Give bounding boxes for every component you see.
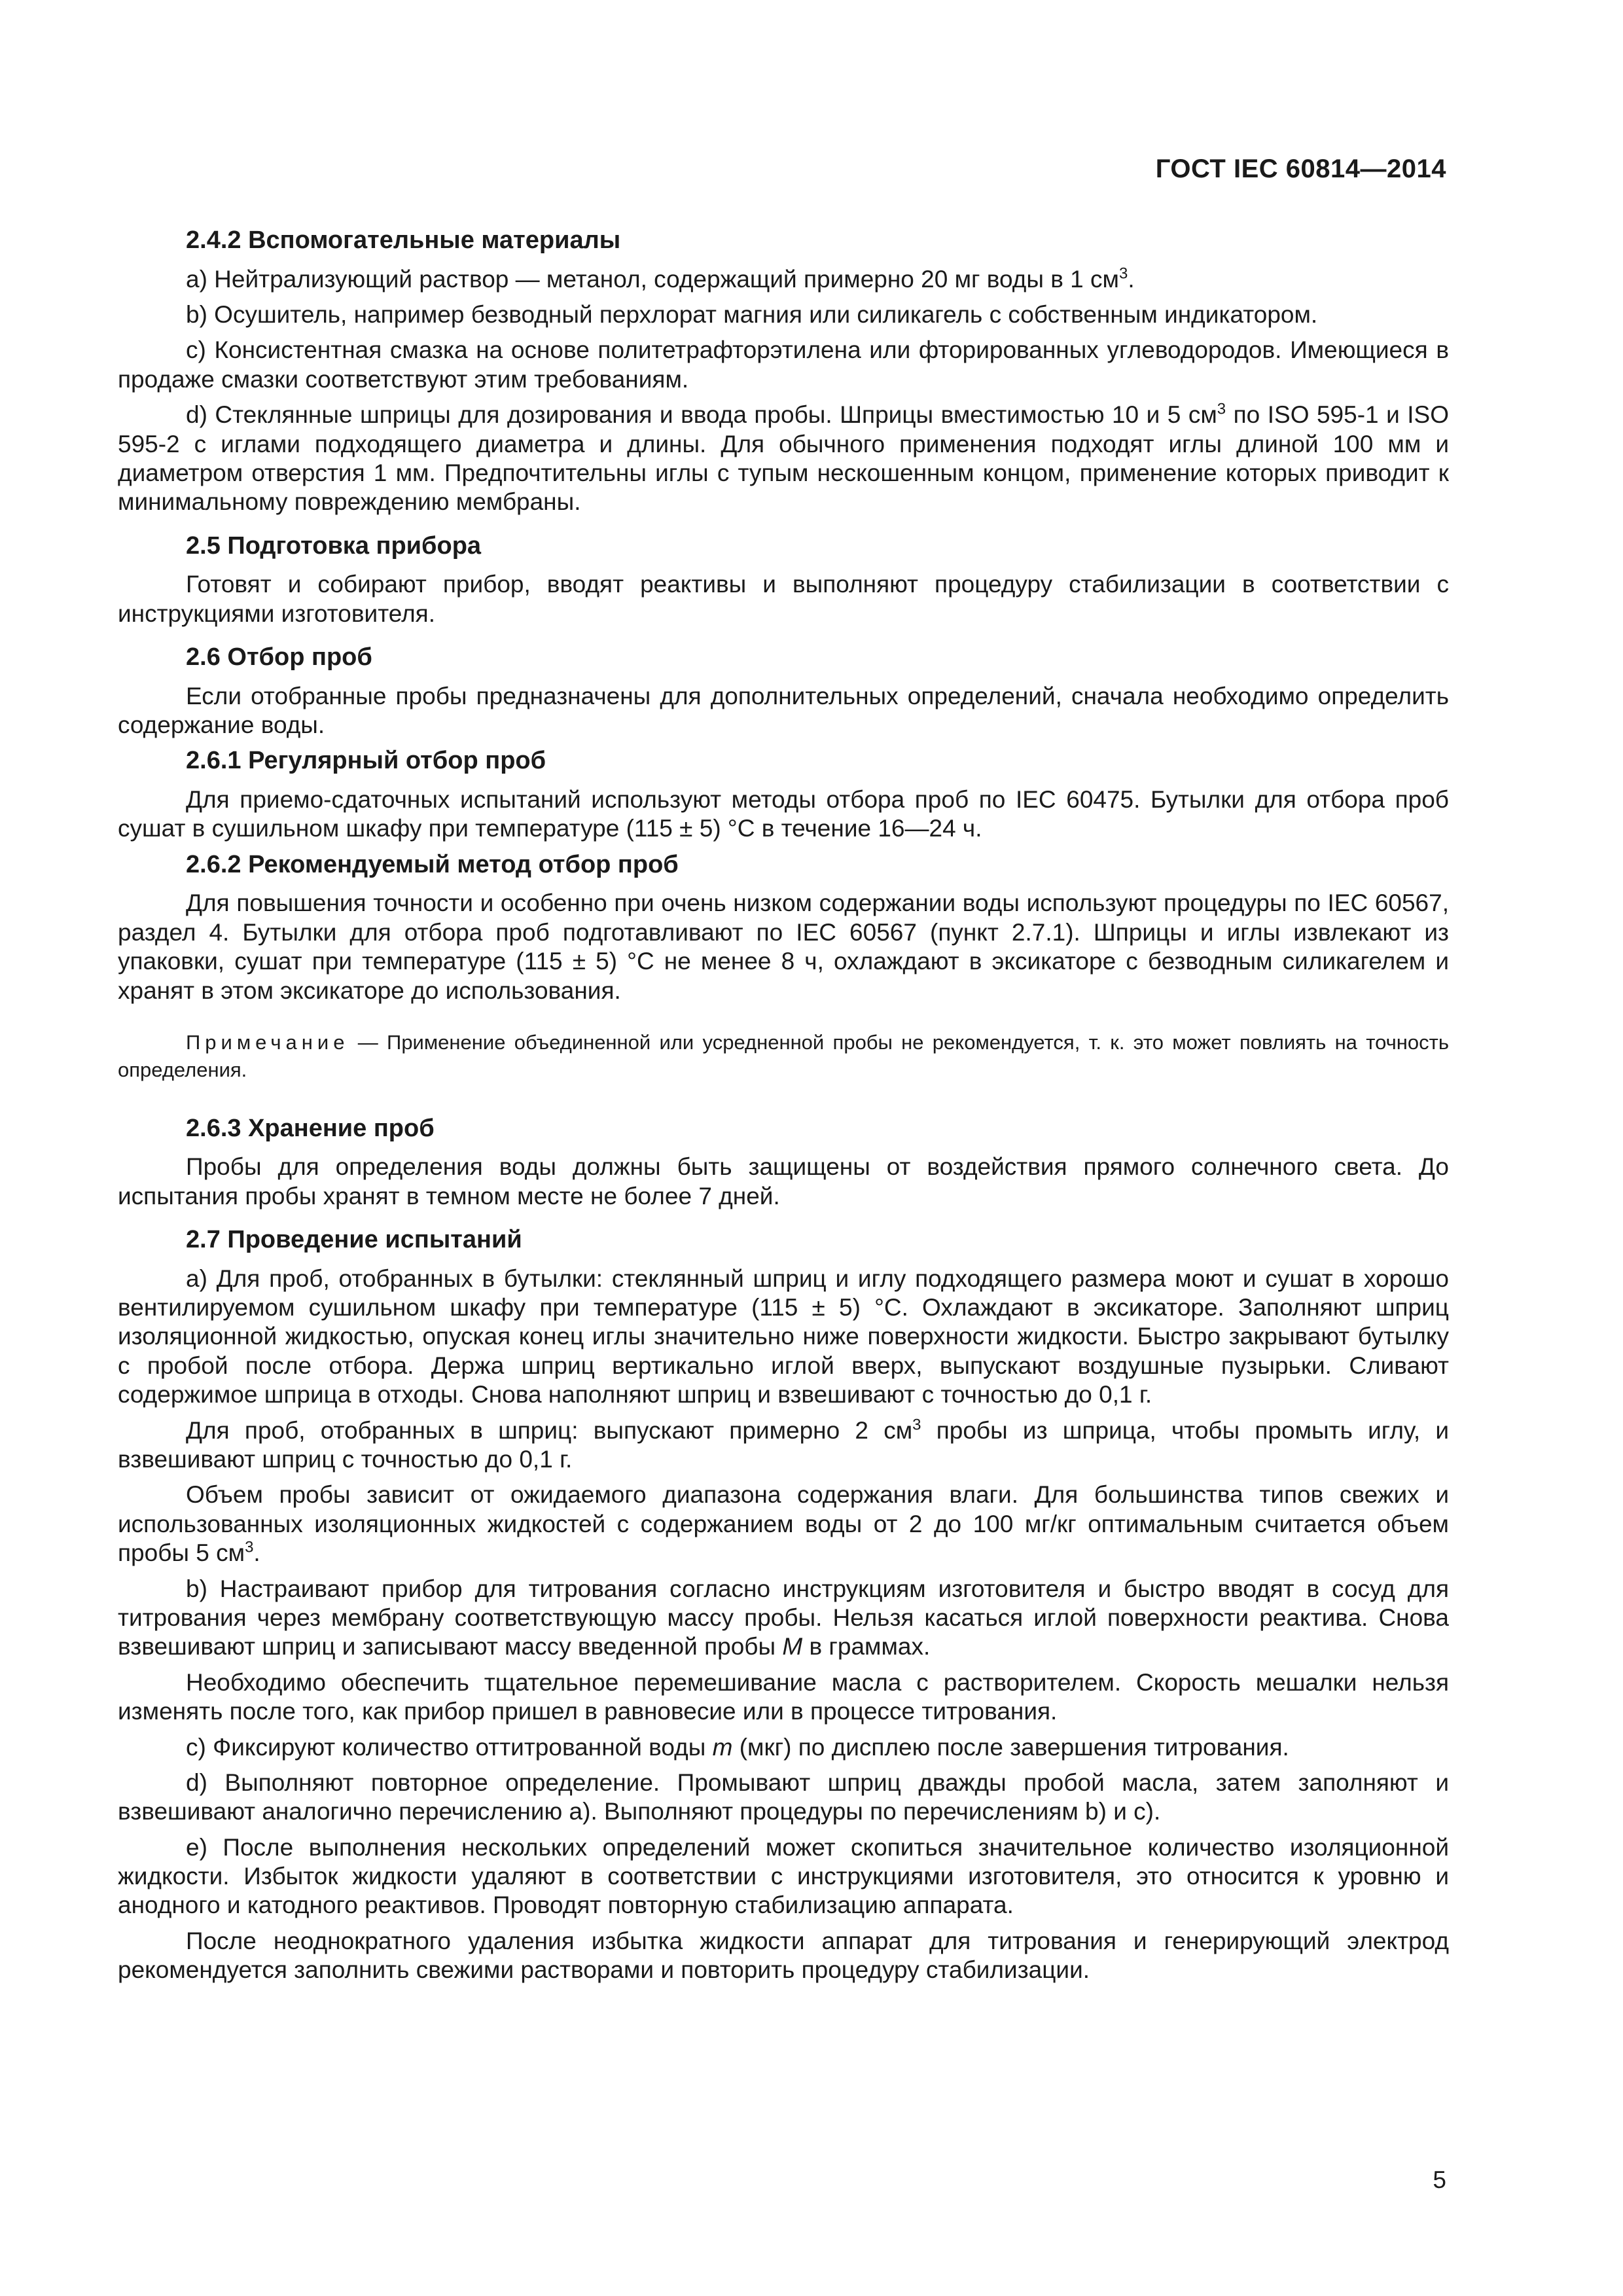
paragraph-2-7-mixing: Необходимо обеспечить тщательное перемешивание масла с растворителем. Скорость мешалки нельзя изменять после того, как прибор пришел в равновесие или в процессе титрования. <box>118 1668 1449 1725</box>
paragraph-2-7-c: с) Фиксируют количество оттитрованной воды m (мкг) по дисплею после завершения титрования. <box>186 1733 1289 1761</box>
paragraph-2-7-d: d) Выполняют повторное определение. Промывают шприц дважды пробой масла, затем заполняют и взвешивают аналогично перечислению а). Выполняют процедуры по перечислениям b) и с). <box>118 1768 1449 1825</box>
section-heading-2-6: 2.6 Отбор проб <box>186 643 372 672</box>
note-text: — Применение объединенной или усредненной пробы не рекомендуется, т. к. это может повлиять на точность определения. <box>118 1031 1449 1081</box>
section-heading-2-4-2: 2.4.2 Вспомогательные материалы <box>186 226 621 254</box>
note-label: Примечание <box>186 1031 349 1054</box>
paragraph-2-7-e: е) После выполнения нескольких определений может скопиться значительное количество изоляционной жидкости. Избыток жидкости удаляют в соответствии с инструкциями изготовителя, это относится к уровню и анодного и катодного реактивов. Проводят повторную стабилизацию аппарата. <box>118 1833 1449 1919</box>
paragraph-2-6-2: Для повышения точности и особенно при очень низком содержании воды используют процедуры по IEC 60567, раздел 4. Бутылки для отбора проб подготавливают по IEC 60567 (пункт 2.7.1). Шприцы и иглы извлекают из упаковки, сушат при температуре (115 ± 5) °С не менее 8 ч, охлаждают в эксикаторе с безводным силикагелем и хранят в этом эксикаторе до использования. <box>118 889 1449 1004</box>
paragraph-2-6: Если отобранные пробы предназначены для дополнительных определений, сначала необходимо определить содержание воды. <box>118 682 1449 739</box>
paragraph-2-5: Готовят и собирают прибор, вводят реактивы и выполняют процедуру стабилизации в соответствии с инструкциями изготовителя. <box>118 571 1449 627</box>
paragraph-2-7-a: а) Для проб, отобранных в бутылки: стеклянный шприц и иглу подходящего размера моют и сушат в хорошо вентилируемом сушильном шкафу при температуре (115 ± 5) °С. Охлаждают в эксикаторе. Заполняют шприц изоляционной жидкостью, опуская конец иглы значительно ниже поверхности жидкости. Быстро закрывают бутылку с пробой после отбора. Держа шприц вертикально иглой вверх, выпускают воздушные пузырьки. Сливают содержимое шприца в отходы. Снова наполняют шприц и взвешивают с точностью до 0,1 г. <box>118 1265 1449 1408</box>
paragraph-2-4-2-a: а) Нейтрализующий раствор — метанол, содержащий примерно 20 мг воды в 1 $см^3$. <box>186 264 1135 293</box>
section-heading-2-5: 2.5 Подготовка прибора <box>186 531 482 560</box>
page-number: 5 <box>1433 2166 1446 2193</box>
paragraph-2-4-2-b: b) Осушитель, например безводный перхлорат магния или силикагель с собственным индикатором. <box>186 300 1318 328</box>
document-body <box>118 226 1449 1992</box>
paragraph-2-6-3: Пробы для определения воды должны быть защищены от воздействия прямого солнечного света. До испытания пробы хранят в темном месте не более 7 дней. <box>118 1153 1449 1210</box>
paragraph-2-7-syringe: Для проб, отобранных в шприц: выпускают примерно 2 $см^3$ пробы из шприца, чтобы промыть иглу, и взвешивают шприц с точностью до 0,1 г. <box>118 1416 1449 1473</box>
section-heading-2-7: 2.7 Проведение испытаний <box>186 1226 522 1254</box>
section-heading-2-6-2: 2.6.2 Рекомендуемый метод отбор проб <box>186 850 679 878</box>
note-paragraph <box>118 1029 1449 1084</box>
paragraph-2-4-2-c: с) Консистентная смазка на основе политетрафторэтилена или фторированных углеводородов. Имеющиеся в продаже смазки соответствуют этим требованиям. <box>118 336 1449 393</box>
paragraph-2-6-1: Для приемо-сдаточных испытаний используют методы отбора проб по IEC 60475. Бутылки для отбора проб сушат в сушильном шкафу при температуре (115 ± 5) °С в течение 16—24 ч. <box>118 786 1449 842</box>
paragraph-2-7-volume: Объем пробы зависит от ожидаемого диапазона содержания влаги. Для большинства типов свежих и использованных изоляционных жидкостей с содержанием воды от 2 до 100 мг/кг оптимальным считается объем пробы 5 $см^3$. <box>118 1481 1449 1567</box>
document-code: ГОСТ IEC 60814—2014 <box>1155 154 1446 183</box>
paragraph-2-7-b: b) Настраивают прибор для титрования согласно инструкциям изготовителя и быстро вводят в сосуд для титрования через мембрану соответствующую массу пробы. Нельзя касаться иглой поверхности реактива. Снова взвешивают шприц и записывают массу введенной пробы М в граммах. <box>118 1575 1449 1660</box>
paragraph-2-7-final: После неоднократного удаления избытка жидкости аппарат для титрования и генерирующий электрод рекомендуется заполнить свежими растворами и повторить процедуру стабилизации. <box>118 1927 1449 1984</box>
paragraph-2-4-2-d: d) Стеклянные шприцы для дозирования и ввода пробы. Шприцы вместимостью 10 и 5 $см^3$ по ISO 595-1 и ISO 595-2 с иглами подходящего диаметра и длины. Для обычного применения подходят иглы длиной 100 мм и диаметром отверстия 1 мм. Предпочтительны иглы с тупым нескошенным концом, применение которых приводит к минимальному повреждению мембраны. <box>118 400 1449 516</box>
section-heading-2-6-1: 2.6.1 Регулярный отбор проб <box>186 747 546 775</box>
section-heading-2-6-3: 2.6.3 Хранение проб <box>186 1114 435 1142</box>
